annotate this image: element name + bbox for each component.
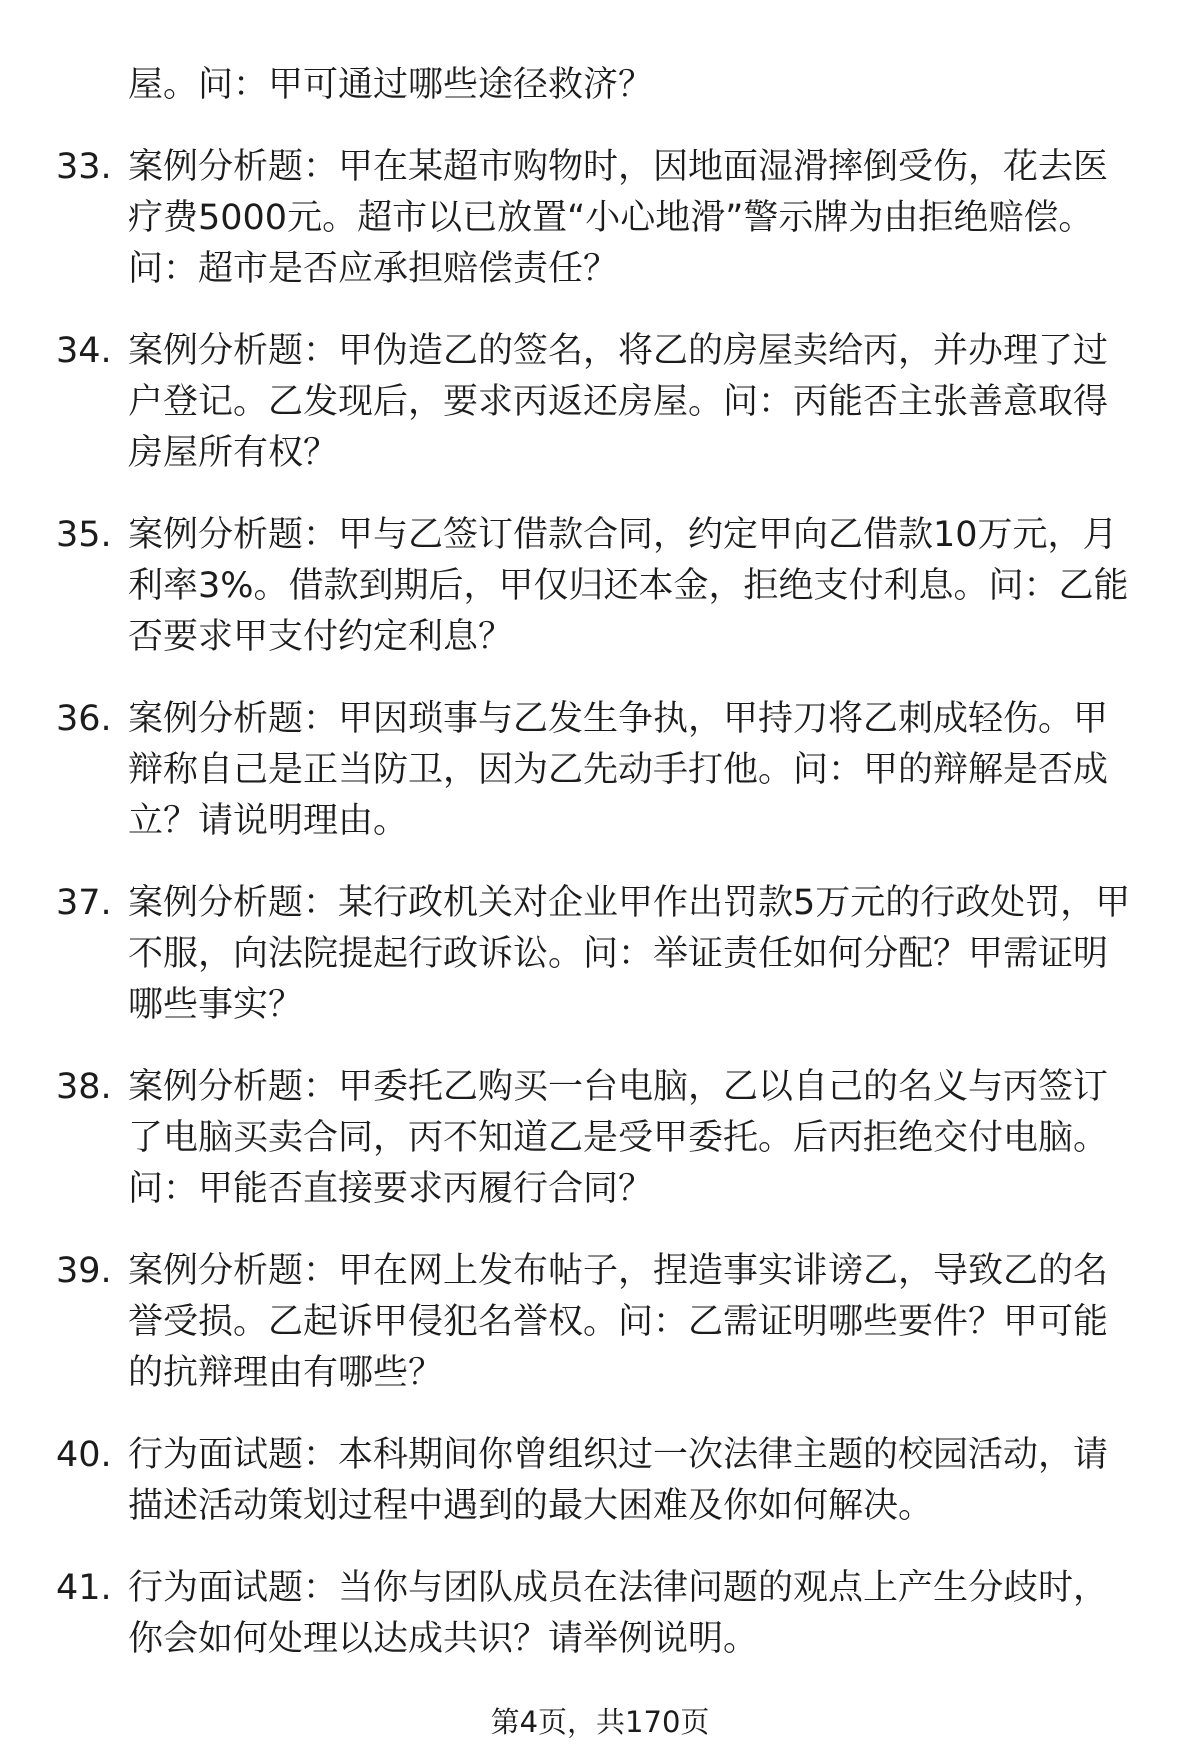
question-item-38 <box>0 1062 1168 1215</box>
question-line: 描述活动策划过程中遇到的最大困难及你如何解决。 <box>128 1486 934 1526</box>
question-number: 38. <box>56 1067 112 1107</box>
question-line: 问：超市是否应承担赔偿责任？ <box>128 249 619 289</box>
question-line: 立？请说明理由。 <box>128 801 409 841</box>
question-item-41 <box>0 1563 1168 1665</box>
question-line: 疗费5000元。超市以已放置“小心地滑”警示牌为由拒绝赔偿。 <box>128 198 1094 238</box>
question-item-35 <box>0 510 1168 663</box>
question-line: 你会如何处理以达成共识？请举例说明。 <box>128 1619 759 1659</box>
question-line: 行为面试题：本科期间你曾组织过一次法律主题的校园活动，请 <box>128 1435 1109 1475</box>
question-line: 哪些事实？ <box>128 985 304 1025</box>
question-line: 否要求甲支付约定利息？ <box>128 617 514 657</box>
question-number: 36. <box>56 699 112 739</box>
question-line: 了电脑买卖合同，丙不知道乙是受甲委托。后丙拒绝交付电脑。 <box>128 1118 1109 1158</box>
question-line: 房屋所有权？ <box>128 433 339 473</box>
question-number: 41. <box>56 1568 112 1608</box>
question-line: 利率3%。借款到期后，甲仅归还本金，拒绝支付利息。问：乙能 <box>128 566 1129 606</box>
question-line: 屋。问：甲可通过哪些途径救济？ <box>128 65 654 105</box>
question-item-40 <box>0 1430 1168 1532</box>
question-number: 35. <box>56 515 112 555</box>
question-line: 案例分析题：甲在某超市购物时，因地面湿滑摔倒受伤，花去医 <box>128 147 1109 187</box>
question-line: 誉受损。乙起诉甲侵犯名誉权。问：乙需证明哪些要件？甲可能 <box>128 1302 1109 1342</box>
question-line: 不服，向法院提起行政诉讼。问：举证责任如何分配？甲需证明 <box>128 934 1109 974</box>
question-item-36 <box>0 694 1168 847</box>
question-line: 行为面试题：当你与团队成员在法律问题的观点上产生分歧时， <box>128 1568 1109 1608</box>
question-line: 户登记。乙发现后，要求丙返还房屋。问：丙能否主张善意取得 <box>128 382 1109 422</box>
question-line: 案例分析题：甲与乙签订借款合同，约定甲向乙借款10万元，月 <box>128 515 1118 555</box>
question-line: 辩称自己是正当防卫，因为乙先动手打他。问：甲的辩解是否成 <box>128 750 1109 790</box>
question-item-33 <box>0 142 1168 295</box>
document-page <box>0 60 1200 1696</box>
question-line: 案例分析题：甲委托乙购买一台电脑，乙以自己的名义与丙签订 <box>128 1067 1109 1107</box>
question-number: 39. <box>56 1251 112 1291</box>
question-item-34 <box>0 326 1168 479</box>
question-line: 案例分析题：某行政机关对企业甲作出罚款5万元的行政处罚，甲 <box>128 883 1131 923</box>
question-line: 问：甲能否直接要求丙履行合同？ <box>128 1169 654 1209</box>
question-line: 案例分析题：甲因琐事与乙发生争执，甲持刀将乙刺成轻伤。甲 <box>128 699 1109 739</box>
question-item-37 <box>0 878 1168 1031</box>
question-number: 40. <box>56 1435 112 1475</box>
continued-question <box>0 60 1168 111</box>
question-line: 的抗辩理由有哪些？ <box>128 1353 444 1393</box>
question-number: 34. <box>56 331 112 371</box>
page-number-footer: 第4页，共170页 <box>490 1705 710 1739</box>
question-line: 案例分析题：甲伪造乙的签名，将乙的房屋卖给丙，并办理了过 <box>128 331 1109 371</box>
question-number: 37. <box>56 883 112 923</box>
question-number: 33. <box>56 147 112 187</box>
question-item-39 <box>0 1246 1168 1399</box>
question-line: 案例分析题：甲在网上发布帖子，捏造事实诽谤乙，导致乙的名 <box>128 1251 1109 1291</box>
